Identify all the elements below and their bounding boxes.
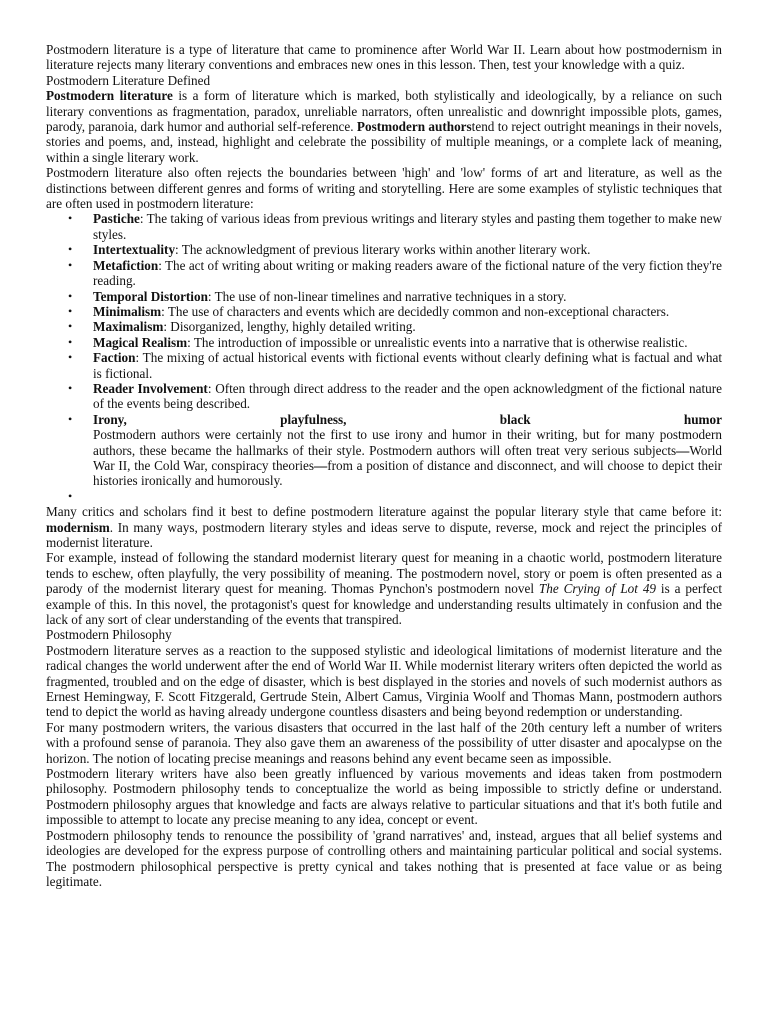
bullet-icon: • bbox=[68, 211, 73, 226]
list-item: • Pastiche: The taking of various ideas from previous writings and literary styles and pasting them together to make new styles. bbox=[68, 211, 722, 242]
section-heading-philosophy: Postmodern Philosophy bbox=[46, 627, 172, 643]
bullet-icon: • bbox=[68, 334, 73, 349]
term-postmodern-literature: Postmodern literature bbox=[46, 88, 173, 104]
boundaries-paragraph: Postmodern literature also often rejects the boundaries between 'high' and 'low' forms of art and literature, as well as the distinctions between different genres and forms of writing and storytelling. Here are some examples of stylistic techniques that are often used in postmodern literature: bbox=[46, 165, 722, 212]
philosophy-paragraph-4: Postmodern philosophy tends to renounce the possibility of 'grand narratives' and, instead, argues that all belief systems and ideologies are developed for the express purpose of controlling others and maintaining particular political and social systems. The postmodern philosophical perspective is pretty cynical and takes nothing that is presented at face value or as being legitimate. bbox=[46, 827, 722, 889]
list-item: • Maximalism: Disorganized, lengthy, highly detailed writing. bbox=[68, 319, 416, 335]
techniques-list bbox=[46, 211, 722, 504]
list-item: • Magical Realism: The introduction of impossible or unrealistic events into a narrative that is otherwise realistic. bbox=[68, 334, 688, 350]
list-item: • Faction: The mixing of actual historical events with fictional events without clearly defining what is factual and what is fictional. bbox=[68, 350, 722, 381]
list-item: • Intertextuality: The acknowledgment of previous literary works within another literary work. bbox=[68, 242, 591, 258]
list-item: • Temporal Distortion: The use of non-linear timelines and narrative techniques in a story. bbox=[68, 288, 567, 304]
term-modernism: modernism bbox=[46, 519, 110, 535]
list-item: • Metafiction: The act of writing about writing or making readers aware of the fictional nature of the very fiction they're reading. bbox=[68, 257, 722, 289]
bullet-icon: • bbox=[68, 242, 73, 257]
list-item-irony bbox=[68, 411, 722, 489]
bullet-icon: • bbox=[68, 257, 73, 272]
list-item-empty bbox=[68, 488, 722, 504]
bullet-icon: • bbox=[68, 350, 73, 365]
philosophy-paragraph-3: Postmodern literary writers have also been greatly influenced by various movements and ideas taken from postmodern philosophy. Postmodern philosophy tends to conceptualize the world as being impossible to strictly define or understand. Postmodern philosophy argues that knowledge and facts are always relative to particular situations and that it's both futile and impossible to attempt to locate any precise meaning to any idea, concept or event. bbox=[46, 766, 722, 828]
bullet-icon: • bbox=[68, 380, 73, 395]
list-item: • Reader Involvement: Often through direct address to the reader and the open acknowledgment of the fictional nature of the events being described. bbox=[68, 380, 722, 412]
bullet-icon: • bbox=[68, 319, 73, 334]
intro-paragraph: Postmodern literature is a type of literature that came to prominence after World War II. Learn about how postmodernism in literature rejects many literary conventions and embraces new ones in this lesson. Then, test your knowledge with a quiz. bbox=[46, 42, 722, 73]
term-postmodern-authors: Postmodern authors bbox=[356, 119, 472, 135]
book-title: The Crying of Lot 49 bbox=[538, 581, 657, 597]
bullet-icon: • bbox=[68, 288, 73, 303]
bullet-icon: • bbox=[68, 303, 73, 318]
irony-heading: Irony, playfulness, black humor bbox=[93, 411, 722, 427]
philosophy-paragraph-1: Postmodern literature serves as a reaction to the supposed stylistic and ideological limitations of modernist literature and the radical changes the world underwent after the end of World War II. While modernist literary writers often depicted the world as fragmented, troubled and on the edge of disaster, which is best displayed in the stories and novels of such modernist authors as Ernest Hemingway, F. Scott Fitzgerald, Gertrude Stein, Albert Camus, Virginia Woolf and Thomas Mann, postmodern authors tend to depict the world as having already undergone countless disasters and being beyond redemption or understanding. bbox=[46, 642, 722, 720]
bullet-icon: • bbox=[68, 488, 73, 503]
irony-description: Postmodern authors were certainly not the first to use irony and humor in their writing, but for many postmodern authors, these became the hallmarks of their style. Postmodern authors will often treat very serious subjects—World War II, the Cold War, conspiracy theories—from a position of distance and disconnect, and will choose to depict their histories ironically and humorously. bbox=[93, 427, 722, 489]
modernism-paragraph: Many critics and scholars find it best to define postmodern literature against the popular literary style that came before it: modernism. In many ways, postmodern literary styles and ideas serve to dispute, reverse, mock and reject the principles of modernist literature. bbox=[46, 504, 722, 550]
bullet-icon: • bbox=[68, 411, 73, 426]
definition-paragraph: Postmodern literature is a form of literature which is marked, both stylistically and ideologically, by a reliance on such literary conventions as fragmentation, paradox, unreliable narrators, often unrealistic and downright impossible plots, games, parody, paranoia, dark humor and authorial self-reference. Postmodern authorstend to reject outright meanings in their novels, stories and poems, and, instead, highlight and celebrate the possibility of multiple meanings, or a complete lack of meaning, within a single literary work. bbox=[46, 88, 722, 165]
list-item: • Minimalism: The use of characters and events which are decidedly common and non-exceptional characters. bbox=[68, 303, 670, 319]
philosophy-paragraph-2: For many postmodern writers, the various disasters that occurred in the last half of the 20th century left a number of writers with a profound sense of paranoia. They also gave them an awareness of the possibility of utter disaster and apocalypse on the horizon. The notion of locating precise meanings and reasons behind any event became seen as impossible. bbox=[46, 719, 722, 766]
section-heading-defined: Postmodern Literature Defined bbox=[46, 72, 211, 88]
example-paragraph: For example, instead of following the standard modernist literary quest for meaning in a chaotic world, postmodern literature tends to eschew, often playfully, the very possibility of meaning. The postmodern novel, story or poem is often presented as a parody of the modernist literary quest for meaning. Thomas Pynchon's postmodern novel The Crying of Lot 49 is a perfect example of this. In this novel, the protagonist's quest for knowledge and understanding results ultimately in confusion and the lack of any sort of clear understanding of the events that transpired. bbox=[46, 550, 723, 628]
